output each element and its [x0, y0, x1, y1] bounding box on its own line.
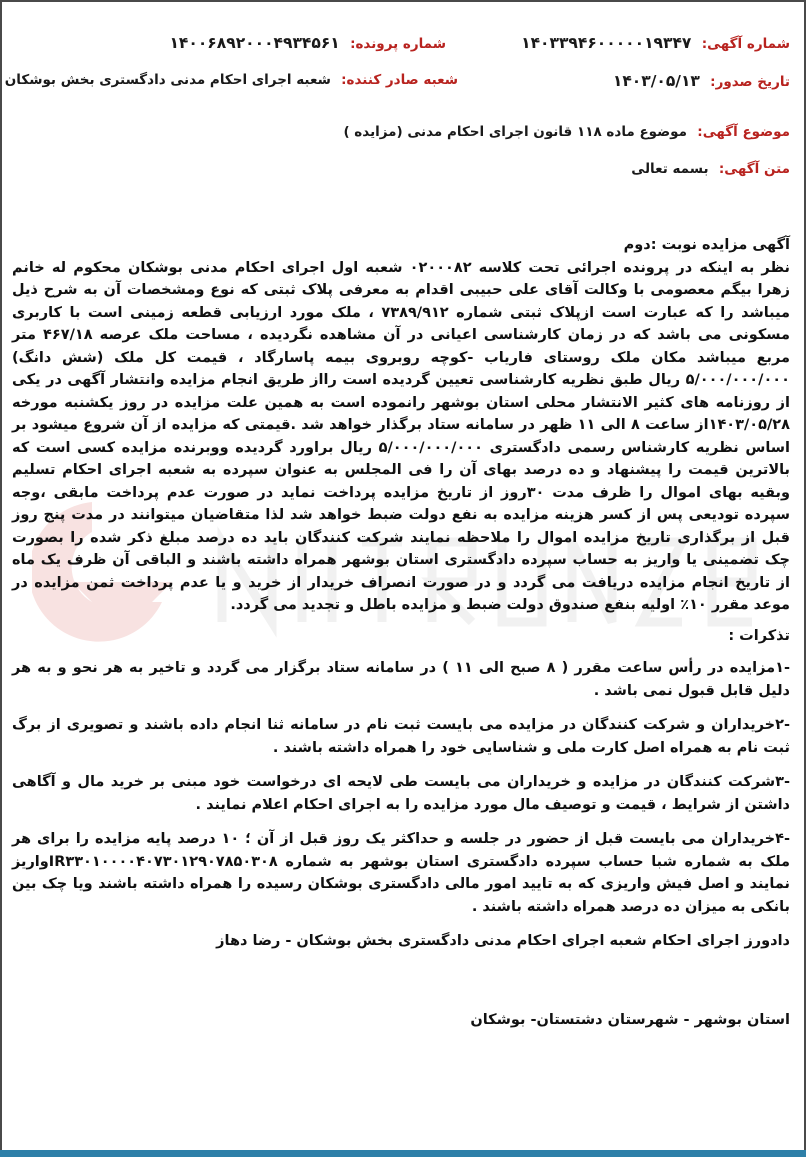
subject-label: موضوع آگهی:: [697, 124, 790, 140]
notes-heading: تذکرات :: [728, 627, 790, 644]
case-number: [169, 34, 446, 52]
case-number-value: ۱۴۰۰۶۸۹۲۰۰۰۴۹۳۴۵۶۱: [169, 34, 340, 52]
note-item: -۲خریداران و شرکت کنندگان در مزایده می بایست ثبت نام در سامانه ثنا انجام داده باشند و تصویری از برگ ثبت نام به همراه اصل کارت ملی و شناسایی خود را همراه داشته باشند .: [12, 717, 790, 756]
issue-date: [613, 72, 790, 90]
issuer-value: شعبه اجرای احکام مدنی دادگستری بخش بوشکان: [4, 72, 331, 88]
note-item: -۳شرکت کنندگان در مزایده و خریداران می بایست طی لایحه ای درخواست خود مبنی بر خرید مال و آگاهی داشتن از شرایط ، قیمت و توصیف مال مورد مزایده را به اجرای احکام اعلام نمایند .: [12, 774, 790, 813]
ad-text: [631, 161, 790, 177]
issue-date-value: ۱۴۰۳/۰۵/۱۳: [612, 72, 700, 90]
issuer: [5, 72, 458, 88]
note-item: -۴خریداران می بایست قبل از حضور در جلسه و حداکثر یک روز قبل از آن ؛ ۱۰ درصد پایه مزایده را برای هر ملک به شماره شبا حساب سپرده دادگستری استان بوشهر به شماره IR۳۳۰۱۰۰۰۰۴۰۷۳۰۱۲۹۰۷۸۵۰۳۰۸واریز نمایند و اصل فیش واریزی که به تایید امور مالی دادگستری بوشکان رسیده را همراه داشته باشند ویا چک بین بانکی به میزان ده درصد همراه داشته باشند .: [12, 831, 790, 915]
issuer-label: شعبه صادر کننده:: [341, 72, 458, 88]
issue-date-label: تاریخ صدور:: [710, 74, 790, 90]
text-value: بسمه تعالی: [631, 161, 709, 177]
note-item: -۱مزایده در رأس ساعت مقرر ( ۸ صبح الی ۱۱ ) در سامانه ستاد برگزار می گردد و تاخیر به هر نحو و به هر دلیل قابل قبول نمی باشد .: [12, 660, 790, 699]
subject-value: موضوع ماده ۱۱۸ قانون اجرای احکام مدنی (مزایده ): [343, 124, 687, 140]
signature: دادورز اجرای احکام شعبه اجرای احکام مدنی دادگستری بخش بوشکان - رضا دهاز: [216, 933, 790, 949]
ad-subject: [343, 124, 790, 140]
ad-number: [521, 34, 790, 52]
bottom-accent-bar: [0, 1150, 806, 1157]
auction-heading: آگهی مزایده نوبت :دوم: [623, 237, 790, 253]
auction-paragraph: نظر به اینکه در پرونده اجرائی تحت کلاسه ۰۲۰۰۰۸۲ شعبه اول اجرای احکام مدنی بوشکان محکوم له خانم زهرا بیگم معصومی با وکالت آقای علی حبیبی اقدام به معرفی پلاک ثبتی که نوع ومشخصات آن به شرح ذیل میباشد را که عبارت است ازپلاک ثبتی شماره ۷۳۸۹/۹۱۲ ، ملک مورد ارزیابی قطعه زمینی است با کاربری مسکونی می باشد که در زمان کارشناسی اعیانی در آن مشاهده نگردیده ، مساحت ملک عرصه ۴۶۷/۱۸ متر مربع میباشد مکان ملک روستای فاریاب -کوچه روبروی بیمه پاسارگاد ، قیمت کل ملک (شش دانگ) ۵/۰۰۰/۰۰۰/۰۰۰ ریال طبق نظریه کارشناسی تعیین گردیده است رااز طریق انجام مزایده وانتشار آگهی در یکی از روزنامه های کثیر الانتشار محلی استان بوشهر رانموده است به همین علت مزایده در روز یکشنبه مورخه ۱۴۰۳/۰۵/۲۸از ساعت ۸ الی ۱۱ ظهر در سامانه ستاد برگذار خواهد شد .قیمتی که مزایده از آن شروع میشود بر اساس نظریه کارشناس رسمی دادگستری ۵/۰۰۰/۰۰۰/۰۰۰ ریال براورد گردیده ووبرنده مزایده کسی است که بالاترین قیمت را پیشنهاد و ده درصد بهای آن را فی المجلس به عنوان سپرده به شعبه اجرای احکام تسلیم وبقیه بهای اموال را ظرف مدت ۳۰روز از تاریخ مزایده پرداخت نماید در صورت عدم پرداخت مابقی ،وجه سپرده تودیعی پس از کسر هزینه مزایده به نفع دولت ضبط خواهد شد لذا متقاضیان میتوانند در مدت پنج روز قبل از برگذاری تاریخ مزایده اموال را ملاحظه نمایند شرکت کنندگان باید ده درصد مبلغ ذکر شده را بصورت چک تضمینی یا واریز به حساب سپرده دادگستری استان بوشهر همراه داشته باشند و الباقی آن ظرف یک ماه از تاریخ انجام مزایده دریافت می گردد و در صورت انصراف خریدار از خرید و یا عدم پرداخت ثمن مزایده در موعد مقرر ۱۰٪ اولیه بنفع صندوق دولت ضبط و مزایده باطل و تجدید می گردد.: [12, 259, 791, 613]
text-label: متن آگهی:: [718, 161, 790, 177]
case-number-label: شماره پرونده:: [350, 36, 446, 52]
ad-number-label: شماره آگهی:: [701, 36, 790, 52]
ad-number-value: ۱۴۰۳۳۹۴۶۰۰۰۰۰۱۹۳۴۷: [521, 34, 692, 52]
ad-body: [12, 234, 790, 1031]
location: استان بوشهر - شهرستان دشتستان- بوشکان: [470, 1011, 790, 1028]
